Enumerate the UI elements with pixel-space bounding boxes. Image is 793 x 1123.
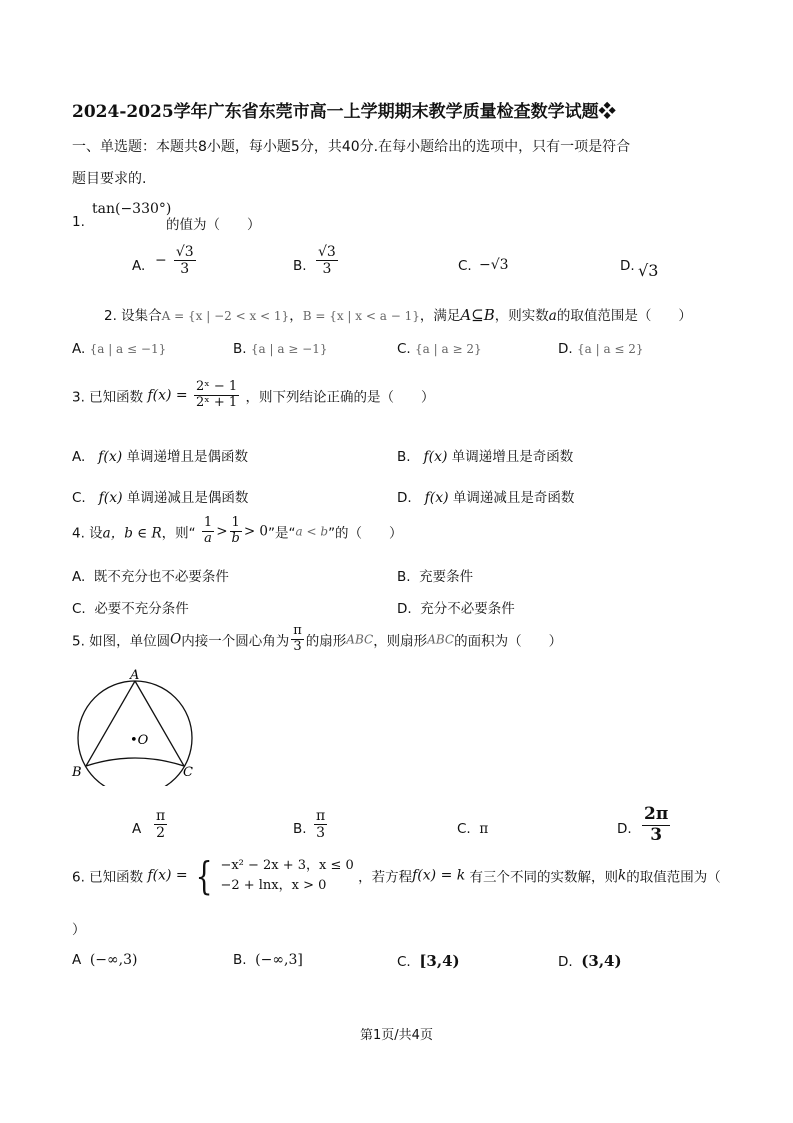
- q6-stem-text1: ，若方程: [358, 869, 413, 886]
- q1-option-a: [155, 244, 198, 277]
- q4-option-d-text: 充分不必要条件: [420, 601, 515, 617]
- q4-fraction-b: $\frac{1}{b}$: [231, 515, 240, 546]
- q4-condition-tail: > 0: [243, 523, 269, 540]
- q1-option-c-label: C.: [458, 258, 472, 274]
- q5-stem-start: 5. 如图，单位圆: [72, 633, 171, 650]
- q2-stem-text3: 的取值范围是（ ）: [556, 308, 692, 324]
- q3-option-a: A. f(x) 单调递增且是偶函数: [72, 449, 248, 465]
- q6-option-c-value: [3,4): [419, 952, 460, 970]
- q3-denominator: 2ˣ + 1: [195, 394, 238, 410]
- q6-cases: [220, 856, 353, 895]
- q2-option-b-value: {a | a ≥ −1}: [250, 342, 328, 356]
- q2-option-a: A. {a | a ≤ −1}: [72, 341, 167, 357]
- q6-variable-k: k: [618, 867, 627, 884]
- q5-stem-text4: 的面积为（ ）: [454, 633, 563, 650]
- q2-option-c-value: {a | a ≥ 2}: [415, 342, 482, 356]
- q3-stem-end: ，则下列结论正确的是（ ）: [245, 389, 435, 406]
- q1-stem: 的值为（ ）: [166, 217, 261, 233]
- q6-option-c: C. [3,4): [397, 952, 460, 970]
- q6-option-d: D. (3,4): [558, 952, 622, 970]
- point-b-label: B: [72, 765, 82, 780]
- q2-stem-start: 2. 设集合: [104, 308, 162, 324]
- q5-option-b: [312, 808, 329, 841]
- q4-stem-text1: ，则“: [161, 525, 196, 542]
- q2-stem-text2: ，则实数: [494, 308, 549, 324]
- q2-option-c: C. {a | a ≥ 2}: [397, 341, 482, 357]
- q1-option-d-label: D.: [620, 258, 635, 274]
- center-o-label: •O: [130, 733, 149, 748]
- q2-condition: A⊆B: [460, 306, 495, 324]
- q5-stem-text2: 的扇形: [305, 633, 347, 650]
- q5-option-a-label: A: [132, 821, 142, 837]
- sector-radius-ab: [86, 681, 135, 766]
- q6-equation: f(x) = k: [412, 867, 466, 884]
- q4-option-b: B. 充要条件: [397, 569, 474, 585]
- q1-expression: tan(−330°): [92, 201, 172, 217]
- q4-option-b-text: 充要条件: [419, 569, 474, 585]
- q5-option-d-label: D.: [617, 821, 632, 837]
- q2-option-d: D. {a | a ≤ 2}: [558, 341, 644, 357]
- q2-variable: a: [548, 308, 557, 324]
- page-footer: 第1页/共4页: [360, 1028, 433, 1043]
- document-title: 2024-2025学年广东省东莞市高一上学期期末教学质量检查数学试题❖: [72, 102, 616, 122]
- q1-option-a-label: A.: [132, 258, 146, 274]
- q3-option-c-fx: f(x): [98, 490, 123, 506]
- q5-option-b-fraction: $\frac{\pi}{3}$: [316, 808, 326, 842]
- section-header-line1: 一、单选题：本题共8小题，每小题5分，共40分.在每小题给出的选项中，只有一项是符合: [72, 139, 631, 155]
- q4-option-c: C. 必要不充分条件: [72, 601, 189, 617]
- q1-number: 1.: [72, 214, 85, 230]
- q2-set-b: B = {x | x < a − 1}: [302, 309, 420, 323]
- q3-option-a-fx: f(x): [98, 449, 123, 465]
- q4-option-a-text: 既不充分也不必要条件: [93, 569, 229, 585]
- q6-option-b: B. (−∞,3]: [233, 952, 303, 968]
- q6-option-b-value: (−∞,3]: [255, 952, 303, 968]
- point-c-label: C: [183, 765, 193, 780]
- q6-stem-text2: 有三个不同的实数解，则: [469, 869, 619, 886]
- q5-option-c-value: π: [479, 821, 489, 837]
- q1-option-a-fraction: [174, 244, 196, 277]
- sector-radius-ac: [135, 681, 184, 766]
- q6-stem-start: 6. 已知函数: [72, 869, 144, 886]
- q4-stem: 4. 设a，b ∈ R，则“ $\frac{1}{a}$ > $\frac{1}{b}$ > 0”是“a < b”的（ ）: [72, 515, 403, 546]
- q6-stem-close: ）: [72, 922, 86, 938]
- q5-sector-abc: ABC: [346, 632, 374, 647]
- q4-fraction-a: $\frac{1}{a}$: [203, 515, 213, 546]
- q2-set-a: A = {x | −2 < x < 1}: [161, 309, 290, 323]
- q5-option-d: [640, 805, 672, 845]
- q3-option-d: D. f(x) 单调递减且是奇函数: [397, 490, 575, 506]
- q1-option-c: −√3: [479, 257, 509, 273]
- q5-option-a: [152, 808, 169, 841]
- q3-numerator: 2ˣ − 1: [195, 379, 238, 394]
- q4-option-d: D. 充分不必要条件: [397, 601, 515, 617]
- q5-center-o: O: [170, 631, 182, 648]
- q5-figure: [70, 668, 210, 786]
- q3-option-b-text: 单调递增且是奇函数: [451, 449, 574, 465]
- sector-arc-bc: [86, 758, 184, 766]
- q1-option-a-denominator: 3: [180, 261, 190, 278]
- q3-option-c: C. f(x) 单调递减且是偶函数: [72, 490, 249, 506]
- q4-condition2: a < b: [295, 524, 329, 539]
- q1-option-d: √3: [638, 261, 659, 280]
- q6-case2: −2 + lnx，x > 0: [220, 877, 327, 893]
- q4-stem-start: 4. 设: [72, 525, 103, 542]
- q3-function-name: f(x) =: [147, 387, 188, 404]
- q1-option-a-numerator: √3: [175, 244, 194, 260]
- q1-option-b-numerator: √3: [318, 244, 336, 260]
- q1-option-a-sign: −: [155, 252, 167, 269]
- q3-fraction: [194, 380, 239, 411]
- q5-stem: [72, 624, 562, 655]
- q5-option-d-fraction: $\frac{2\pi}{3}$: [644, 804, 669, 845]
- q3-stem: [72, 380, 434, 411]
- q6-option-d-value: (3,4): [581, 952, 622, 970]
- q3-stem-start: 3. 已知函数: [72, 389, 144, 406]
- q5-stem-text3: ，则扇形: [373, 633, 428, 650]
- q1-option-b-label: B.: [293, 258, 307, 274]
- q3-option-b: B. f(x) 单调递增且是奇函数: [397, 449, 574, 465]
- q6-stem: [72, 853, 721, 898]
- q6-stem-text3: 的取值范围为（: [626, 869, 721, 886]
- point-a-label: A: [130, 668, 140, 683]
- q5-option-a-fraction: $\frac{\pi}{2}$: [156, 808, 166, 842]
- q4-stem-text2: ”是“: [268, 525, 296, 542]
- q2-stem-text1: ，满足: [419, 308, 461, 324]
- q2-option-a-value: {a | a ≤ −1}: [89, 342, 167, 356]
- q2-option-d-value: {a | a ≤ 2}: [576, 342, 644, 356]
- q2-option-b: B. {a | a ≥ −1}: [233, 341, 328, 357]
- q1-option-b-denominator: 3: [322, 261, 332, 278]
- q3-option-a-text: 单调递增且是偶函数: [126, 449, 248, 465]
- q4-option-a: A. 既不充分也不必要条件: [72, 569, 229, 585]
- q4-option-c-text: 必要不充分条件: [94, 601, 189, 617]
- q3-option-c-text: 单调递减且是偶函数: [126, 490, 249, 506]
- q5-angle-fraction: $\frac{\pi}{3}$: [293, 623, 302, 654]
- q6-option-a-value: (−∞,3): [89, 952, 138, 968]
- q6-option-a: A (−∞,3): [72, 952, 138, 968]
- q6-case1: −x² − 2x + 3，x ≤ 0: [220, 858, 354, 873]
- q4-stem-text3: ”的（ ）: [328, 525, 403, 542]
- section-header-line2: 题目要求的.: [72, 171, 147, 187]
- q5-sector-abc-2: ABC: [427, 632, 455, 647]
- q5-stem-text1: 内接一个圆心角为: [181, 633, 290, 650]
- q6-brace: {: [195, 853, 213, 898]
- q1-option-b: [314, 244, 340, 277]
- q2-number: 2. 设集合A = {x | −2 < x < 1}，B = {x | x < a − 1}，满足A⊆B，则实数a的取值范围是（ ）: [104, 306, 692, 324]
- q6-function-name: f(x) =: [147, 867, 188, 884]
- q5-option-b-label: B.: [293, 821, 307, 837]
- q3-option-b-fx: f(x): [423, 449, 448, 465]
- q3-option-d-text: 单调递减且是奇函数: [452, 490, 575, 506]
- q5-option-c: C. π: [457, 821, 489, 837]
- q3-option-d-fx: f(x): [424, 490, 449, 506]
- q1-option-b-fraction: [316, 244, 338, 277]
- q4-variables: a，b ∈ R: [102, 525, 162, 542]
